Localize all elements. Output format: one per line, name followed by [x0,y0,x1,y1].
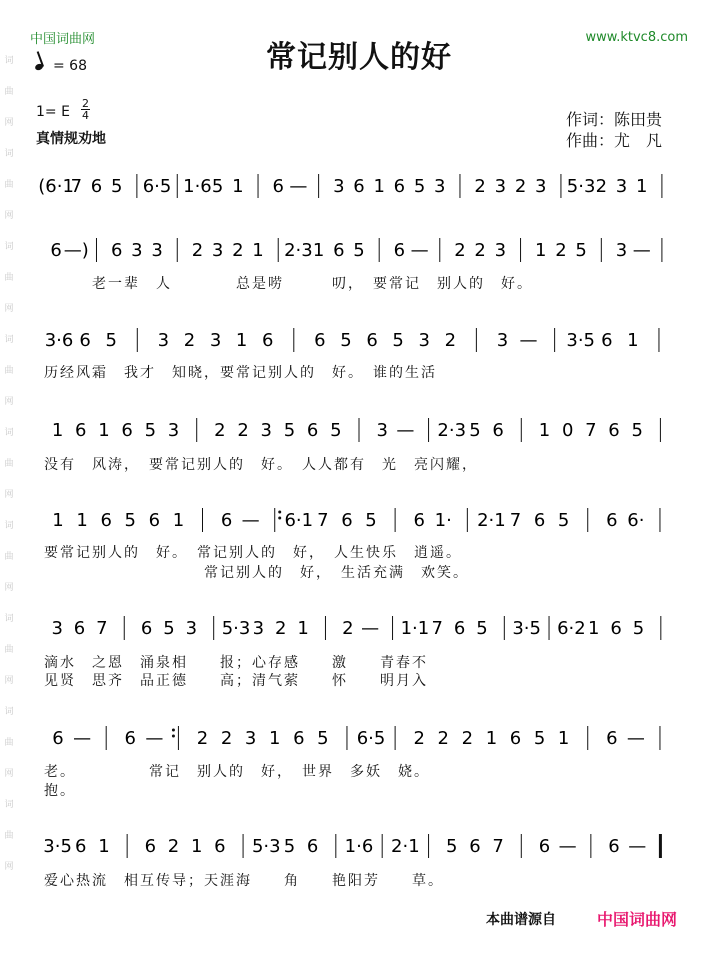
note: 2 [214,420,226,441]
repeat-dot [278,511,281,514]
watermark-char: 词 [4,428,14,438]
note: 6 [469,836,481,857]
source-site-link[interactable]: 中国词曲网 [597,910,678,929]
note: 3 [167,420,180,441]
note: 5 [163,618,175,639]
watermark-char: 曲 [4,738,14,748]
watermark-char: 网 [4,490,14,500]
note: 2·3 [284,240,313,261]
lyric-line-10: 爱心热流 相互传导；天涯海 角 艳阳芳 草。 [44,873,444,889]
lyricist-credit: 作词：陈田贵 [566,110,663,129]
note: 6 [413,510,425,531]
note: 2 [413,728,425,749]
note: 1 [52,510,64,531]
watermark-char: 网 [4,583,14,593]
note: 5·3 [221,618,251,639]
note: 2 [232,240,244,261]
note: 1·6 [183,176,212,197]
note: (6·1 [38,176,74,197]
note: 1 [557,728,570,749]
note: 3 [615,176,628,197]
note: 3 [151,240,163,261]
note: 6 [393,176,406,197]
note: 3·6 [44,330,74,351]
watermark-char: 词 [4,242,14,252]
note: 1 [312,240,325,261]
note: 5·3 [251,836,281,857]
lyric-line-4: 要常记别人的 好。 常记别人的 好， 人生快乐 逍遥。 [44,545,462,561]
note: 5 [446,836,458,857]
note: 3 [418,330,430,351]
note: 5 [110,176,123,197]
watermark-char: 曲 [4,831,14,841]
note: 6 [124,728,136,749]
note: 3 [535,176,547,197]
note: 7 [509,510,522,531]
note: 3 [615,240,628,261]
note: 3 [494,176,507,197]
note: 5 [105,330,117,351]
note: 1 [373,176,385,197]
watermark-char: 曲 [4,552,14,562]
watermark-char: 网 [4,676,14,686]
note: — [410,240,429,261]
note: — [73,728,92,749]
note: 3 [51,618,63,639]
tempo-value: = 68 [53,58,87,74]
note: 1 [252,240,264,261]
note: 6 [50,240,62,261]
lyric-line-2: 历经风霜 我才 知晓，要常记别人的 好。 谁的生活 [44,365,437,381]
note: 6 [606,728,618,749]
note: 7 [317,510,329,531]
watermark-char: 词 [4,614,14,624]
note: 6 [601,330,613,351]
note: — [396,420,415,441]
note: — [519,330,538,351]
lyric-line-7: 见贤 思齐 品正德 高；清气萦 怀 明月入 [44,673,428,689]
notation-row [50,238,662,262]
note: 6 [366,330,378,351]
watermark-char: 词 [4,521,14,531]
repeat-dot [278,517,281,520]
note: 2 [595,176,608,197]
note: 6 [306,836,319,857]
note: 6 [538,836,551,857]
note: 2 [167,836,180,857]
notation-row [52,418,661,442]
note: 5 [283,420,296,441]
key-signature: 1= E [36,104,70,120]
note: 5 [330,420,342,441]
note: 6 [353,176,365,197]
lyric-line-6: 滴水 之恩 涌泉相 报；心存感 激 青春不 [44,655,428,671]
note: 1·6 [344,836,374,857]
note: 2 [474,240,486,261]
note: 5 [469,420,481,441]
note: 2 [275,618,287,639]
lyric-line-1: 老一辈 人 总是唠 叨， 要常记 别人的 好。 [44,276,533,292]
note: 6 [52,728,64,749]
composer-credit: 作曲：尤 凡 [566,131,663,150]
note: 5 [144,420,157,441]
note: 1 [297,618,309,639]
note: 6 [306,420,319,441]
note: 2·3 [437,420,467,441]
note: 6 [121,420,133,441]
note: 6 [148,510,161,531]
note: 2 [444,330,457,351]
song-title: 常记别人的好 [266,40,452,75]
note: 3·5 [566,330,596,351]
note: 5 [283,836,296,857]
note: 5 [365,510,377,531]
note: 2 [342,618,354,639]
note: 6 [75,836,87,857]
note: 6 [100,510,112,531]
site-url[interactable]: www.ktvc8.com [585,30,688,45]
note: 1 [51,420,64,441]
note: 3 [494,240,507,261]
note: 2·1 [477,510,506,531]
note: 6 [79,330,91,351]
note: 6 [73,618,86,639]
note: 2 [191,240,204,261]
note: 1 [627,330,639,351]
note: 1 [269,728,281,749]
note: 2 [237,420,249,441]
time-signature-top: 2 [82,97,89,110]
note: 1 [98,420,110,441]
watermark-char: 网 [4,862,14,872]
note: 5 [392,330,404,351]
note: 5 [211,176,224,197]
notation-row [38,174,662,198]
notation-row [51,616,660,640]
note: 6 [314,330,326,351]
note: 1 [76,510,88,531]
note: 6 [144,836,157,857]
note: 6 [261,330,274,351]
note: 6 [293,728,305,749]
note: 3 [211,240,224,261]
note: — [241,510,260,531]
note: 1 [538,420,551,441]
note: 6 [608,420,620,441]
note: 5 [353,240,365,261]
site-logo-left[interactable]: 中国词曲网 [30,32,96,47]
notation-row [52,726,660,750]
note: 6 [140,618,153,639]
note: 3 [185,618,198,639]
note: 1 [232,176,244,197]
notation-row [52,508,660,532]
note: 6·1 [284,510,314,531]
note: 2 [461,728,474,749]
note: 6· [627,510,645,531]
watermark-char: 网 [4,211,14,221]
note: — [145,728,164,749]
lyric-line-9: 抱。 [44,783,76,799]
notation-row [43,834,660,858]
note: 7 [585,420,597,441]
note: 6 [341,510,353,531]
note: 5 [575,240,587,261]
note: 3 [260,420,272,441]
source-label: 本曲谱源自 [486,912,556,928]
note: 6 [75,420,87,441]
note: 2 [474,176,486,197]
time-signature-bottom: 4 [82,109,89,122]
watermark-char: 网 [4,304,14,314]
lyric-line-8: 老。 常记 别人的 好， 世界 多妖 娆。 [44,764,430,780]
note: 6 [220,510,233,531]
note: 6 [509,728,522,749]
note: 6 [333,240,345,261]
note: 1 [535,240,547,261]
note: 6 [608,836,620,857]
note: 7 [492,836,504,857]
note: 1 [172,510,185,531]
note: — [289,176,308,197]
note: — [626,728,645,749]
watermark-char: 曲 [4,645,14,655]
note: 1 [190,836,203,857]
note: 5 [557,510,570,531]
note: 1· [434,510,452,531]
note: 6 [533,510,546,531]
note: 6 [606,510,618,531]
watermark-char: 词 [4,149,14,159]
watermark-char: 曲 [4,366,14,376]
note: 5 [533,728,546,749]
note: 6 [110,240,123,261]
note: 1 [98,836,110,857]
watermark-char: 网 [4,769,14,779]
note: 6 [393,240,406,261]
note: 3 [496,330,509,351]
note: 0 [561,420,574,441]
note: 6 [214,836,226,857]
note: — [558,836,577,857]
note: 5 [631,420,643,441]
note: 2 [220,728,233,749]
note: 1 [235,330,248,351]
note: 3 [376,420,388,441]
note: 6 [492,420,504,441]
note: 5 [340,330,352,351]
note: 3·5 [43,836,72,857]
note: 5 [476,618,488,639]
note: 7 [96,618,108,639]
note: 5 [124,510,136,531]
note: 1·1 [400,618,430,639]
note: 6 [90,176,103,197]
note: 1 [485,728,498,749]
watermark-char: 网 [4,118,14,128]
note: 7 [431,618,443,639]
watermark-char: 词 [4,800,14,810]
note: 2 [196,728,209,749]
notation-row [45,328,659,352]
note: 3 [157,330,170,351]
note: — [632,240,651,261]
lyric-line-5: 常记别人的 好， 生活充满 欢笑。 [44,565,469,581]
note: 6 [453,618,466,639]
note: 2 [555,240,567,261]
watermark-char: 曲 [4,180,14,190]
note: 1 [588,618,600,639]
note: 3 [131,240,143,261]
note: 5·3 [566,176,596,197]
watermark-char: 曲 [4,459,14,469]
note: 2 [437,728,449,749]
watermark-char: 词 [4,707,14,717]
note: — [628,836,647,857]
note: 2 [183,330,196,351]
note: 3 [434,176,446,197]
note: 3 [252,618,265,639]
watermark-char: 曲 [4,273,14,283]
note: —) [63,240,89,261]
watermark-char: 词 [4,56,14,66]
note: 6·5 [142,176,172,197]
note: — [361,618,380,639]
note: 3 [333,176,345,197]
watermark-char: 词 [4,335,14,345]
note: 2 [514,176,527,197]
expression-marking: 真情规劝地 [36,131,106,147]
note: 6·5 [356,728,386,749]
note: 5 [317,728,329,749]
note: 3 [209,330,222,351]
watermark-char: 曲 [4,87,14,97]
note: 3 [244,728,257,749]
repeat-dot [172,729,175,732]
note: 6 [610,618,622,639]
watermark-char: 网 [4,397,14,407]
note: 6 [272,176,284,197]
note: 2·1 [391,836,420,857]
note: 1 [635,176,648,197]
note: 6·2 [557,618,586,639]
repeat-dot [172,735,175,738]
note: 5 [413,176,426,197]
note: 2 [454,240,466,261]
note: 3·5 [512,618,541,639]
note: 5 [632,618,645,639]
lyric-line-3: 没有 风涛， 要常记别人的 好。 人人都有 光 亮闪耀， [44,457,478,473]
note: 7 [70,176,83,197]
